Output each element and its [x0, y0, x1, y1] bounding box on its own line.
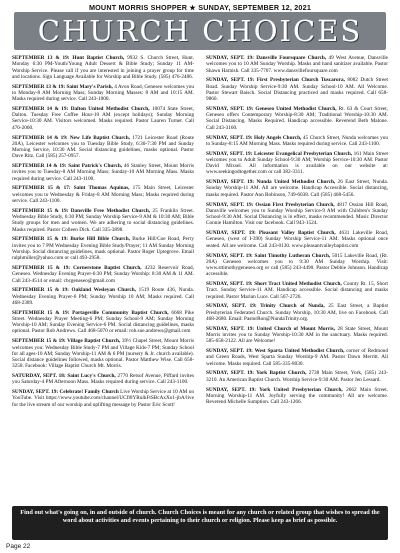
listing-entry — [206, 230, 388, 249]
listing-text: Burke Hill/Coe Road, Perry invites you to 7 PM Wednesday Evening Bible Study/Prayer; 11 AM Sunday Morning Worship. Social distancing guidelines, mask optional. Pastor Roger Uptegrove. Email ralphmiller@yahoo.com or call 493-2958. — [12, 236, 194, 262]
listing-entry — [12, 310, 194, 335]
listing-entry — [206, 55, 388, 74]
listing-heading: SUNDAY, SEPT. 19: Ossian First Presbyterian Church, — [206, 201, 335, 208]
listing-entry — [206, 202, 388, 227]
listing-entry — [206, 326, 388, 345]
listing-entry — [206, 348, 388, 367]
listing-text: 8082 Dutch Street Road. Sunday Worship Service-9:30 AM. Sunday School-10 AM. All Welcome. Pastor Stewart Baisch. Social Distancing practiced and masks required. Call 658-9860. — [206, 77, 388, 103]
listing-text: 4631 Lakeville Road, Geneseo, (west of I-390) Sunday Worship Service-11 AM. Masks optional once seated. All are welcome. Call 243-0130. www.pleasantvalleybaptist.com — [206, 230, 388, 249]
listing-text: 4817 Ossian Hill Road, Dansville welcomes you to Sunday Worship Service-9 AM with Children's Sunday School-9:30 AM. Social Distancing is in effect, masks recommended. Music Director Connie Hamilton. Visit our facebook. Call 943-1524. — [206, 201, 388, 227]
listing-text: 161 Main Street welcomes you to Adult Sunday School-9:30 AM; Worship Service-10:30 AM. Pastor David Mixsel. All information is available on our website at: www.seekingodtogether.com or call 382-3311. — [206, 150, 388, 176]
listing-entry — [12, 208, 194, 233]
listing-heading: SEPTEMBER 15 & 19: Village Baptist Church, — [12, 338, 121, 345]
listing-entry — [12, 265, 194, 284]
listing-heading: SUNDAY, SEPT. 19: West Sparta United Methodist Church, — [206, 348, 345, 355]
listing-entry — [206, 135, 388, 148]
listing-text: 49 West Avenue, Dansville welcomes you to 10 AM Sunday Worship. Masks and hand sanitizer available. Pastor Shawn Harnish. Call 335-7707. www.dansvillefoursquare.com — [206, 55, 388, 74]
listing-text: 28 State Street, Mount Morris invites you to Sunday Worship-10:30 AM in the sanctuary. Masks required. 585-658-2122. All are Welcome! — [206, 325, 388, 345]
listing-entry — [12, 84, 194, 103]
listing-entry — [12, 287, 194, 306]
listing-entry — [206, 370, 388, 383]
listing-heading: SEPTEMBER 15 & 19: Cornerstone Baptist Church, — [12, 265, 142, 271]
listing-text: Live Worship Service at 10 AM on YouTube. Visit https://www.youtube.com/channel/UCfl8YRulkFtSBcAxXo1-jbA/live for the live stream of our worship and uplifting message by Pastor Eric Scott! — [12, 389, 194, 408]
listing-text: 9932 S. Church Street, Hunt. Monday 6:30 PM-Youth/Young Adult Dessert & Bible Study; Sunday 11 AM-Worship Service. Please call if you are interested in joining a prayer group for time and locations. Sign Language Available for Worship and Bible Study. (585) 476-2486. — [12, 55, 194, 80]
listing-heading: SATURDAY, SEPT. 18: Saint Lucy's Church, — [12, 373, 116, 380]
listing-heading: SUNDAY, SEPT. 19: Dansville Foursquare Church, — [206, 55, 327, 61]
listing-entry — [12, 55, 194, 80]
listing-text: Rt. 63 & Court Street, Geneseo offers Contemporary Worship-8:30 AM; Traditional Worship-10:30 AM. Social Distancing. Masks Required. Handicap accessible. Reverend Beth Malone. Call 243-3160. — [206, 105, 388, 131]
listing-heading: SEPTEMBER 15 & 17: Saint Thomas Aquinas, — [12, 185, 130, 192]
section-banner — [14, 12, 386, 50]
listing-text: 10074 State Street, Dalton. Tuesday Free Coffee Hour-10 AM (except holidays); Sunday Morning Service-10:30 AM. Visitors welcomed. Masks required. Pastor Lauren Turner. Call 476-2060. — [12, 105, 194, 131]
listing-entry — [12, 106, 194, 131]
listing-heading: SEPTEMBER 14 & 19: Saint Patrick's Church, — [12, 163, 123, 170]
listing-text: 2662 Main Street. Morning Worship-11 AM. Joyfully serving the community! All are welcome. Reverend Michelle Sumption. Call 243-1266. — [206, 386, 388, 406]
listing-entry — [206, 253, 388, 278]
listing-heading: SUNDAY, SEPT. 19: York United Presbyterian Church, — [206, 386, 343, 393]
listing-heading: SUNDAY, SEPT. 19: Geneseo United Methodist Church, — [206, 105, 337, 112]
listing-entry — [12, 135, 194, 160]
listing-text: 5015 Lakeville Road, (Rt. 20A) Geneseo welcomes you to 9:30 AM Sunday Worship. Visit: www.sttimothygeneseo.org or call (585) 243-4490. Pastor Debbie Johnson. Handicap accessible. — [206, 252, 388, 278]
listing-text: 26 East Street, Nunda. Sunday Worship-11 AM. All are welcome. Handicap Accessible. Social distancing, masks required. Pastor Ann Robinson, 749-6038. Call (585) 468-5456. — [206, 179, 388, 198]
listing-entry — [12, 236, 194, 261]
listing-heading: SEPTEMBER 15 & 19: Oakland Wesleyan Church, — [12, 287, 136, 294]
listing-text: 25 East Street, a Baptist Presbyterian Federated Church. Sunday Worship, 10:30 AM, live on Facebook. Call 468-2680. Email: PastorRon@NundaTrinity.org. — [206, 303, 388, 322]
listing-text: 1519 Route 436, Nunda. Wednesday Evening Prayer-6 PM; Sunday Worship 10 AM; Masks required. Call 468-2389. — [12, 287, 194, 306]
listing-entry — [206, 77, 388, 102]
listing-heading: SUNDAY, SEPT. 19: Saint Timothy Lutheran Church, — [206, 252, 331, 259]
listing-heading: SUNDAY, SEPT. 19: York Baptist Church, — [206, 370, 307, 377]
listing-heading: SUNDAY, SEPT. 19: Trinity Church of Nunda, — [206, 303, 325, 310]
listing-heading: SUNDAY, SEPT. 19: Short Tract United Methodist Church, — [206, 281, 342, 288]
listing-heading: SEPTEMBER 13 & 19: Saint Mary's Parish, — [12, 83, 113, 90]
listing-text: 6668 Pike Street. Wednesday Prayer Meeting-6 PM; Sunday School-9 AM; Sunday Morning Worship-10 AM; Sunday Evening Service-6 PM. Social distancing guidelines, masks optional. Pastor Rob Andrews. Call 468-5070 or email: rob.sue.andrews@gmail.com — [12, 309, 194, 335]
listing-text: 175 Main Street, Leicester welcomes you to Wednesday & Friday-8 AM Morning Mass; Masks required during service. Call 243-1100. — [12, 185, 194, 204]
listing-heading: SEPTEMBER 15 & 19: Burke Hill Bible Church, — [12, 236, 130, 243]
listing-heading: SUNDAY, SEPT. 19: Celebrate! Family Church — [12, 389, 119, 396]
listing-entry — [12, 185, 194, 204]
left-column — [12, 55, 194, 460]
listing-entry — [12, 338, 194, 369]
page-number: Page 22 — [6, 543, 31, 550]
listing-heading: SUNDAY, SEPT. 19: United Church of Mount Morris, — [206, 325, 336, 332]
listing-entry — [206, 106, 388, 131]
listing-entry — [206, 387, 388, 406]
listing-text: 39½ Chapel Street, Mount Morris welcomes you: Wednesday Bible Study-7 PM and Village Kids-7 PM; Sunday School for all ages-10 AM; Sunday Worship-11 AM & 6 PM (nursery & Jr. church available). Social distance guidelines followed, masks optional. Pastor Matthew Wise. Call 658-3258. Facebook: Village Baptist Church Mt. Morris. — [12, 338, 194, 370]
listing-entry — [206, 281, 388, 300]
listing-text: 2738 Main Street, York, (585) 243-3210. An American Baptist Church. Worship Service-9:30 AM. Pastor Jen Lessard. — [206, 370, 388, 383]
listing-heading: SUNDAY, SEPT. 19: Holy Angels Church, — [206, 134, 302, 141]
listing-text: 45 Church Street, Nunda welcomes you to Sunday-8:15 AM Morning Mass. Masks required during service. Call 243-1100. — [206, 134, 388, 147]
listing-entry — [12, 389, 194, 408]
page-header: MOUNT MORRIS SHOPPER ★ SUNDAY, SEPTEMBER 12, 2021 — [88, 3, 312, 12]
listing-text: 25 Franklin Street. Wednesday Bible Study, 6:30 PM; Sunday Worship Service-9 AM & 10:30 AM; Bible Study groups for men and women. We are adhering to social distancing guidelines. Masks required. Pastor Colleen Dick. Call 335-3898. — [12, 207, 194, 233]
listing-entry — [206, 179, 388, 198]
listing-text: County Rt. 15, Short Tract. Sunday Service-11 AM. Handicap accessible. Social distancing and masks required. Pastor Marian Luce. Call 567-2726. — [206, 281, 388, 300]
listing-heading: SUNDAY, SEPT. 19: Pleasant Valley Baptist Church, — [206, 230, 336, 237]
listing-heading: SEPTEMBER 13 & 19: Hunt Baptist Church, — [12, 55, 125, 61]
listing-entry — [206, 303, 388, 322]
listing-heading: SUNDAY, SEPT. 19: Nunda United Methodist Church, — [206, 179, 336, 186]
listing-heading: SEPTEMBER 14 & 19: Dalton United Methodist Church, — [12, 105, 150, 112]
listing-text: 1721 Leicester Road (Route 20A), Leicester welcomes you to Tuesday Bible Study, 6:30-7:30 PM and Sunday Morning Service, 10:30 AM. Social distancing guidelines, masks optional. Pastor Dave Ritz. Call (585) 257-0957. — [12, 134, 194, 160]
listing-heading: SUNDAY, SEPT. 19: Leicester Evangelical Presbyterian Church, — [206, 150, 353, 157]
listing-heading: SEPTEMBER 15 & 19: Dansville Free Methodist Church, — [12, 207, 151, 214]
listing-entry — [12, 163, 194, 182]
right-column — [206, 55, 388, 460]
footer-notice: Find out what's going on, in and outside of church. Church Choices is meant for any church or related group that wishes to spread the word about activities and events pertaining to their church or religion. Please keep as brief as possible. — [12, 506, 388, 540]
listing-entry — [206, 151, 388, 176]
listing-text: 46 Stanley Street, Mount Morris invites you to Tuesday-8 AM Morning Mass; Sunday-10 AM Morning Mass. Masks required during service. Call 243-1100. — [12, 163, 194, 182]
listing-heading: SEPTEMBER 14 & 19: New Life Baptist Church, — [12, 134, 130, 141]
listing-heading: SUNDAY, SEPT. 19: First Presbyterian Church Tuscarora, — [206, 77, 345, 84]
listing-entry — [12, 373, 194, 386]
listing-text: 4 Avon Road, Geneseo welcomes you to Monday-8 AM Morning Mass; Sunday Morning Masses: 8 AM and 10:15 AM. Masks required during service. Call 243-1000. — [12, 83, 194, 103]
listing-text: 2770 Retsof Avenue, Piffard invites you Saturday-4 PM Afternoon Mass. Masks required during service. Call 243-1100. — [12, 373, 194, 386]
banner-title: CHURCH CHOICES — [37, 14, 363, 48]
listing-text: 4232 Reservoir Road, Geneseo. Wednesday Evening Prayer-6:30 PM; Sunday Worship: 8:30 AM & 11 AM. Call 243-4514 or email: cbcgeneseo@gmail.com — [12, 265, 194, 284]
listing-heading: SEPTEMBER 15 & 19: Portageville Community Baptist Church, — [12, 309, 169, 316]
listing-text: corner of Redmond and Green Roads, West Sparta Sunday Worship-9 AM. Pastor Dawn Merritt. All welcome. Masks required. Call 585-335-8030. — [206, 348, 388, 367]
